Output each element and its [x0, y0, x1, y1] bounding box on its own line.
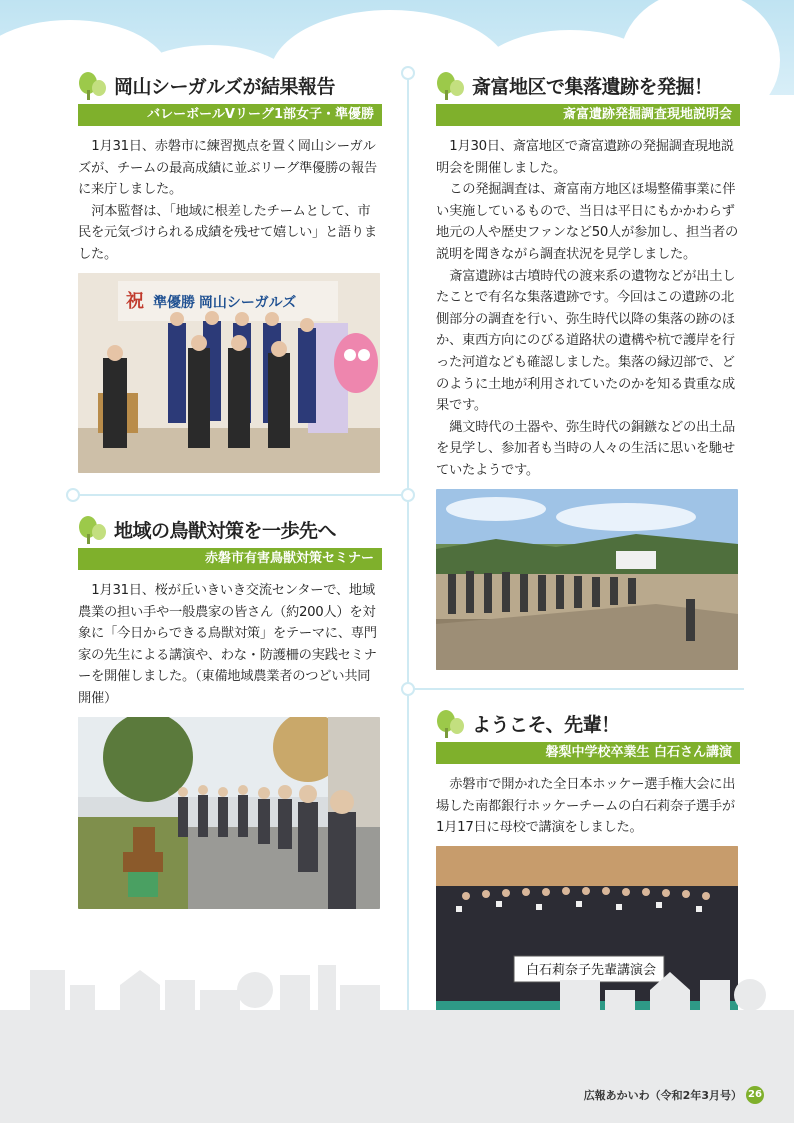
photo-banner-text: 白石莉奈子先輩講演会 — [526, 962, 657, 977]
paragraph: 1月31日、赤磐市に練習拠点を置く岡山シーガルズが、チームの最高成績に並ぶリーグ準優勝の報告に来庁しました。 — [78, 139, 377, 198]
article-body — [78, 580, 382, 710]
page-footer — [584, 1086, 764, 1104]
article-subtitle: 赤磐市有害鳥獣対策セミナー — [78, 548, 382, 570]
tree-icon — [78, 70, 108, 100]
article-title: 地域の鳥獣対策を一歩先へ — [114, 519, 337, 542]
article-title: 斎富地区で集落遺跡を発掘！ — [472, 75, 713, 98]
article-wildlife — [78, 514, 382, 710]
footer-band — [0, 1010, 794, 1123]
article-subtitle: 磐梨中学校卒業生 白石さん講演 — [436, 742, 740, 764]
divider-dot — [66, 488, 80, 502]
page-number: 26 — [746, 1086, 764, 1104]
column-divider — [407, 72, 409, 1012]
paragraph: 1月30日、斎富地区で斎富遺跡の発掘調査現地説明会を開催しました。 — [436, 139, 734, 176]
article-title: ようこそ、先輩！ — [472, 713, 620, 736]
article-seagulls — [78, 70, 382, 266]
article-subtitle: 斎富遺跡発掘調査現地説明会 — [436, 104, 740, 126]
divider-dot — [401, 488, 415, 502]
divider-dot — [401, 682, 415, 696]
photo-banner-mark: 祝 — [126, 291, 144, 311]
article-ruins — [436, 70, 740, 482]
tree-icon — [436, 70, 466, 100]
article-senpai — [436, 708, 740, 839]
paragraph: 斎富遺跡は古墳時代の渡来系の遺物などが出土したことで有名な集落遺跡です。今回はこの遺跡の北側部分の調査を行い、弥生時代以降の集落の跡のほか、東西方向にのびる道路状の遺構や杭で護岸を行った河道なども確認しました。集落の縁辺部で、どのように土地が利用されていたのかを知る貴重な成果です。 — [436, 268, 736, 414]
article-title: 岡山シーガルズが結果報告 — [114, 75, 336, 98]
publication-name: 広報あかいわ（令和2年3月号） — [583, 1089, 742, 1102]
paragraph: 1月31日、桜が丘いきいき交流センターで、地域農業の担い手や一般農家の皆さん（約200人）を対象に「今日からできる鳥獣対策」をテーマに、専門家の先生による講演や、わな・防護柵の実践セミナーを開催しました。（東備地域農業者のつどい共同開催） — [78, 583, 377, 706]
photo-banner-text: 準優勝 岡山シーガルズ — [153, 294, 297, 310]
paragraph: この発掘調査は、斎富南方地区ほ場整備事業に伴い実施しているもので、当日は平日にもかかわらず地元の人や歴史ファンなど50人が参加し、担当者の説明を聞きながら調査状況を見学しました。 — [436, 182, 738, 262]
article-body — [436, 774, 740, 839]
paragraph: 河本監督は、「地域に根差したチームとして、市民を元気づけられる成績を残せて嬉しい」と語りました。 — [78, 203, 377, 262]
tree-icon — [436, 708, 466, 738]
section-divider — [408, 688, 744, 690]
article-body — [78, 136, 382, 266]
photo-excavation-site — [436, 489, 738, 670]
paragraph: 縄文時代の土器や、弥生時代の銅鏃などの出土品を見学し、参加者も当時の人々の生活に思いを馳せていたようです。 — [436, 419, 735, 478]
tree-icon — [78, 514, 108, 544]
article-body — [436, 136, 740, 482]
photo-wildlife-seminar — [78, 717, 380, 909]
photo-seagulls-team — [78, 273, 380, 473]
article-subtitle: バレーボールVリーグ1部女子・準優勝 — [78, 104, 382, 126]
section-divider — [72, 494, 408, 496]
divider-dot — [401, 66, 415, 80]
paragraph: 赤磐市で開かれた全日本ホッケー選手権大会に出場した南都銀行ホッケーチームの白石莉奈子選手が1月17日に母校で講演をしました。 — [436, 777, 736, 836]
